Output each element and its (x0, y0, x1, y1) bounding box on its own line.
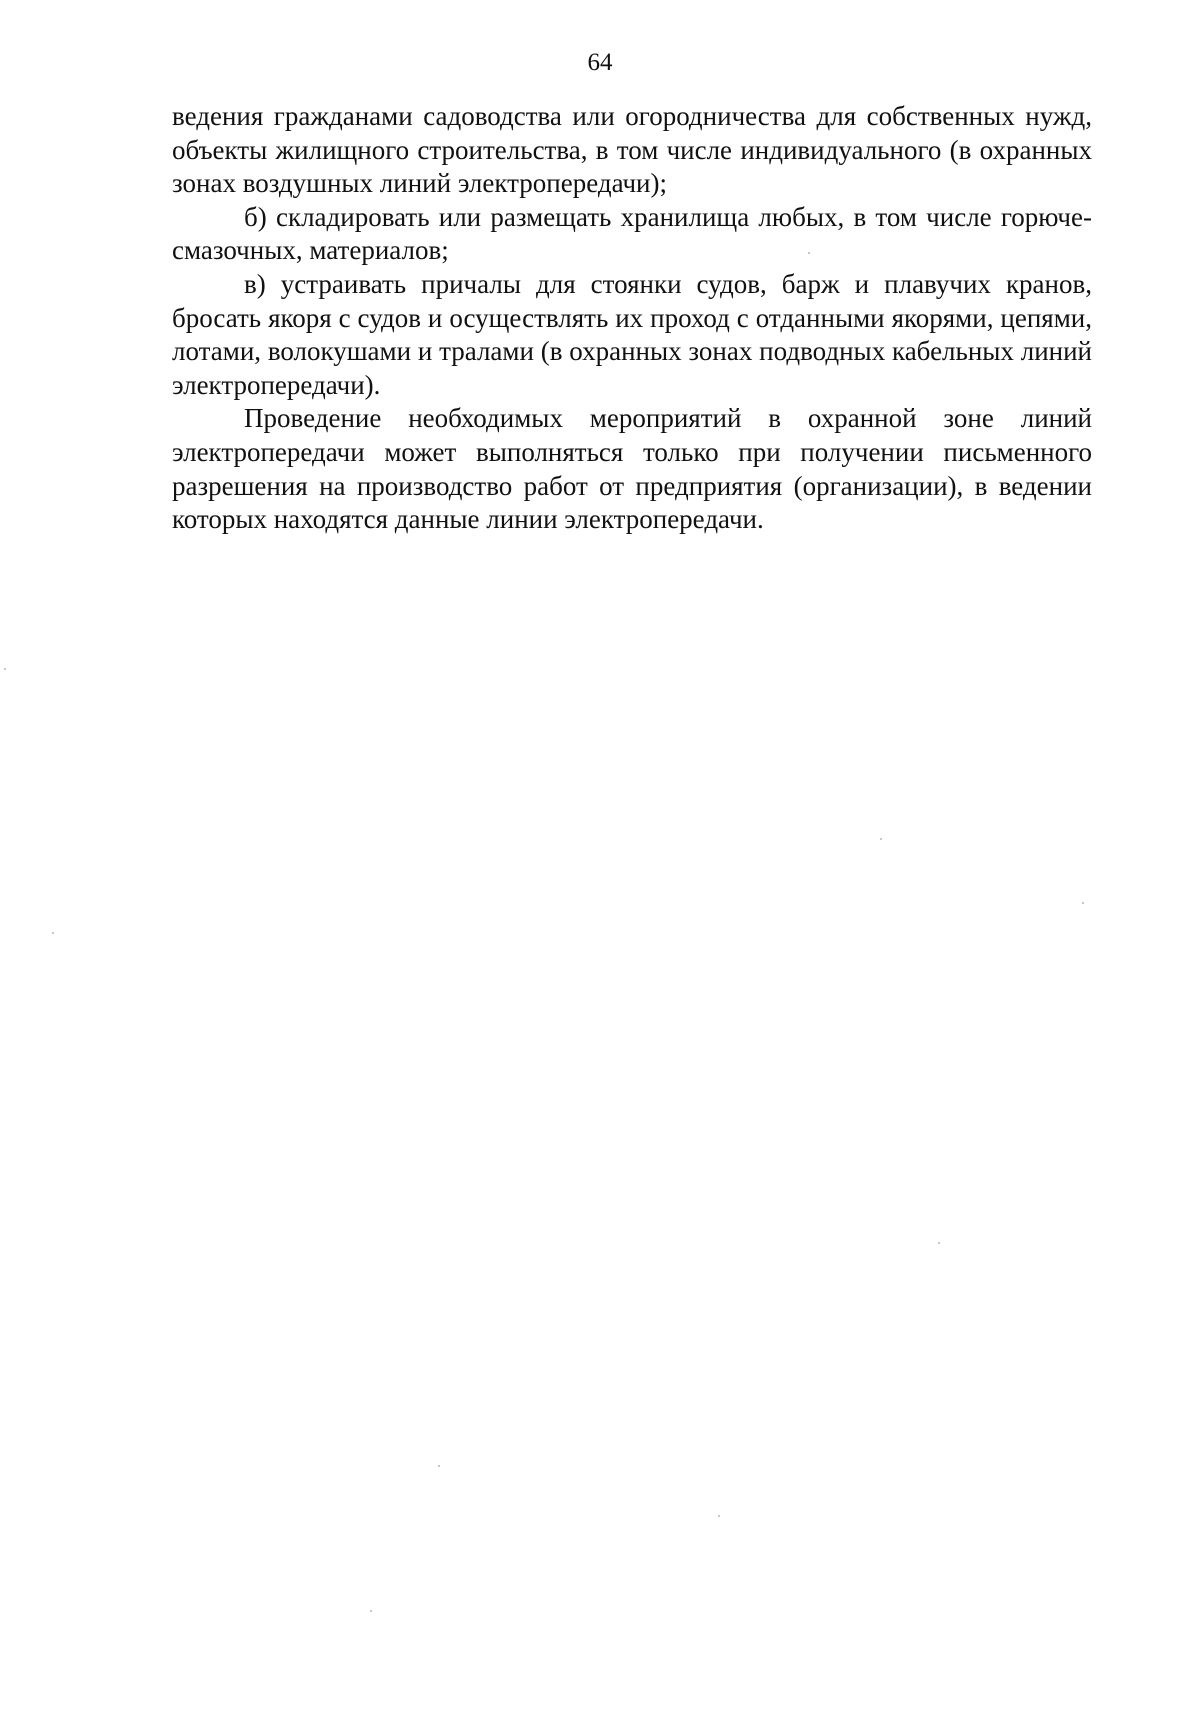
scan-speck (880, 838, 882, 840)
page-number: 64 (587, 49, 613, 76)
paragraph-item-v: в) устраивать причалы для стоянки судов, барж и плавучих кранов, бросать якоря с судов и осуществлять их проход с отданными якорями, цепями, лотами, волокушами и тралами (в охранных зонах подводных кабельных линий электропередачи). (172, 268, 1092, 400)
scan-speck (938, 1242, 940, 1244)
scan-speck (438, 1465, 440, 1467)
document-body (172, 100, 1092, 537)
scan-speck (4, 668, 6, 670)
paragraph-item-b: б) складировать или размещать хранилища любых, в том числе горюче-смазочных, материалов; (172, 201, 1092, 266)
scan-speck (1082, 902, 1084, 904)
scan-speck (52, 932, 54, 934)
scan-speck (808, 252, 810, 254)
scan-speck (370, 1610, 372, 1612)
paragraph-permission: Проведение необходимых мероприятий в охранной зоне линий электропередачи может выполняться только при получении письменного разрешения на производство работ от предприятия (организации), в ведении которых находятся данные линии электропередачи. (172, 403, 1092, 535)
scan-speck (718, 1515, 720, 1517)
paragraph-continuation: ведения гражданами садоводства или огородничества для собственных нужд, объекты жилищного строительства, в том числе индивидуального (в охранных зонах воздушных линий электропередачи); (172, 101, 1092, 199)
